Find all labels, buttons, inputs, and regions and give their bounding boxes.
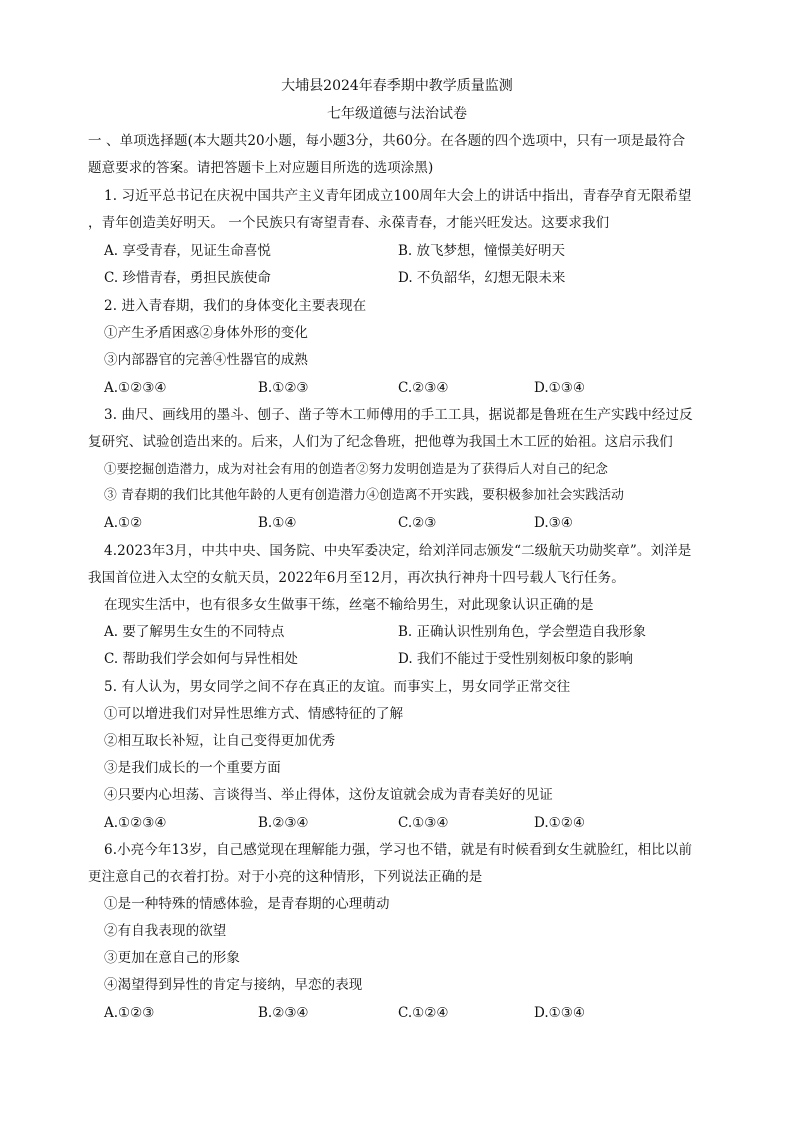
question-6-option-c: C.①②④ [398, 1005, 449, 1021]
question-2-option-a: A.①②③④ [104, 380, 167, 396]
question-4-stem: 4.2023年3月，中共中央、国务院、中央军委决定，给刘洋同志颁发“二级航天功勋奖章”。刘洋是 [104, 543, 692, 559]
question-4-option-b: B. 正确认识性别角色，学会塑造自我形象 [398, 624, 647, 640]
question-5-option-d: D.①②④ [534, 815, 585, 831]
question-1-option-d: D. 不负韶华，幻想无限未来 [398, 270, 566, 286]
question-3-item: ③ 青春期的我们比其他年龄的人更有创造潜力④创造离不开实践，要积极参加社会实践活动 [104, 488, 625, 503]
question-6-option-a: A.①②③ [104, 1005, 155, 1021]
question-6-item: ③更加在意自己的形象 [104, 950, 240, 966]
question-4-option-d: D. 我们不能过于受性别刻板印象的影响 [398, 651, 633, 667]
question-4-option-a: A. 要了解男生女生的不同特点 [104, 624, 285, 640]
question-3-option-c: C.②③ [398, 515, 437, 531]
question-2-stem: 2. 进入青春期，我们的身体变化主要表现在 [104, 298, 367, 314]
question-1-option-c: C. 珍惜青春，勇担民族使命 [104, 270, 271, 286]
question-3-option-b: B.①④ [258, 515, 297, 531]
question-6-option-d: D.①③④ [534, 1005, 585, 1021]
question-6-option-b: B.②③④ [258, 1005, 309, 1021]
question-3-stem: 复研究、试验创造出来的。后来，人们为了纪念鲁班，把他尊为我国土木工匠的始祖。这启示我们 [88, 434, 673, 450]
question-1-option-a: A. 享受青春，见证生命喜悦 [104, 243, 271, 259]
question-4-option-c: C. 帮助我们学会如何与异性相处 [104, 651, 298, 667]
question-6-item: ④渴望得到异性的肯定与接纳，早恋的表现 [104, 977, 363, 993]
question-5-option-a: A.①②③④ [104, 815, 167, 831]
exam-title: 大埔县2024年春季期中教学质量监测 [281, 78, 513, 94]
question-3-stem: 3. 曲尺、画线用的墨斗、刨子、凿子等木工师傅用的手工工具，据说都是鲁班在生产实践中经过反 [104, 407, 693, 423]
question-6-item: ①是一种特殊的情感体验，是青春期的心理萌动 [104, 896, 390, 912]
question-2-item: ③内部器官的完善④性器官的成熟 [104, 352, 308, 368]
question-6-stem: 6.小亮今年13岁，自己感觉现在理解能力强，学习也不错，就是有时候看到女生就脸红，相比以前 [104, 842, 693, 858]
question-2-option-d: D.①③④ [534, 380, 585, 396]
question-6-stem: 更注意自己的衣着打扮。对于小亮的这种情形，下列说法正确的是 [88, 869, 483, 885]
question-5-option-c: C.①③④ [398, 815, 449, 831]
question-2-option-c: C.②③④ [398, 380, 449, 396]
section-header-line: 一 、单项选择题(本大题共20小题，每小题3分，共60分。在各题的四个选项中，只有一项是最符合 [88, 133, 686, 149]
question-3-item: ①要挖掘创造潜力，成为对社会有用的创造者②努力发明创造是为了获得后人对自己的纪念 [104, 461, 609, 476]
question-2-option-b: B.①②③ [258, 380, 309, 396]
question-1-option-b: B. 放飞梦想，憧憬美好明天 [398, 243, 566, 259]
exam-subtitle: 七年级道德与法治试卷 [327, 106, 467, 122]
section-header-line: 题意要求的答案。请把答题卡上对应题目所选的选项涂黑) [88, 160, 434, 176]
question-5-option-b: B.②③④ [258, 815, 309, 831]
question-5-stem: 5. 有人认为，男女同学之间不存在真正的友谊。而事实上，男女同学正常交往 [104, 679, 571, 695]
question-5-item: ③是我们成长的一个重要方面 [104, 760, 281, 776]
question-4-stem: 我国首位进入太空的女航天员，2022年6月至12月，再次执行神舟十四号载人飞行任务。 [88, 570, 625, 586]
question-2-item: ①产生矛盾困惑②身体外形的变化 [104, 325, 308, 341]
question-3-option-d: D.③④ [534, 515, 573, 531]
question-5-item: ②相互取长补短，让自己变得更加优秀 [104, 733, 336, 749]
question-1-stem: ，青年创造美好明天。 一个民族只有寄望青春、永葆青春，才能兴旺发达。这要求我们 [88, 215, 610, 231]
question-3-option-a: A.①② [104, 515, 143, 531]
question-5-item: ④只要内心坦荡、言谈得当、举止得体，这份友谊就会成为青春美好的见证 [104, 787, 553, 803]
question-1-stem: 1. 习近平总书记在庆祝中国共产主义青年团成立100周年大会上的讲话中指出，青春孕育无限希望 [104, 188, 692, 204]
question-5-item: ①可以增进我们对异性思维方式、情感特征的了解 [104, 706, 404, 722]
question-6-item: ②有自我表现的欲望 [104, 923, 227, 939]
question-4-stem: 在现实生活中，也有很多女生做事干练，丝毫不输给男生，对此现象认识正确的是 [104, 597, 594, 613]
